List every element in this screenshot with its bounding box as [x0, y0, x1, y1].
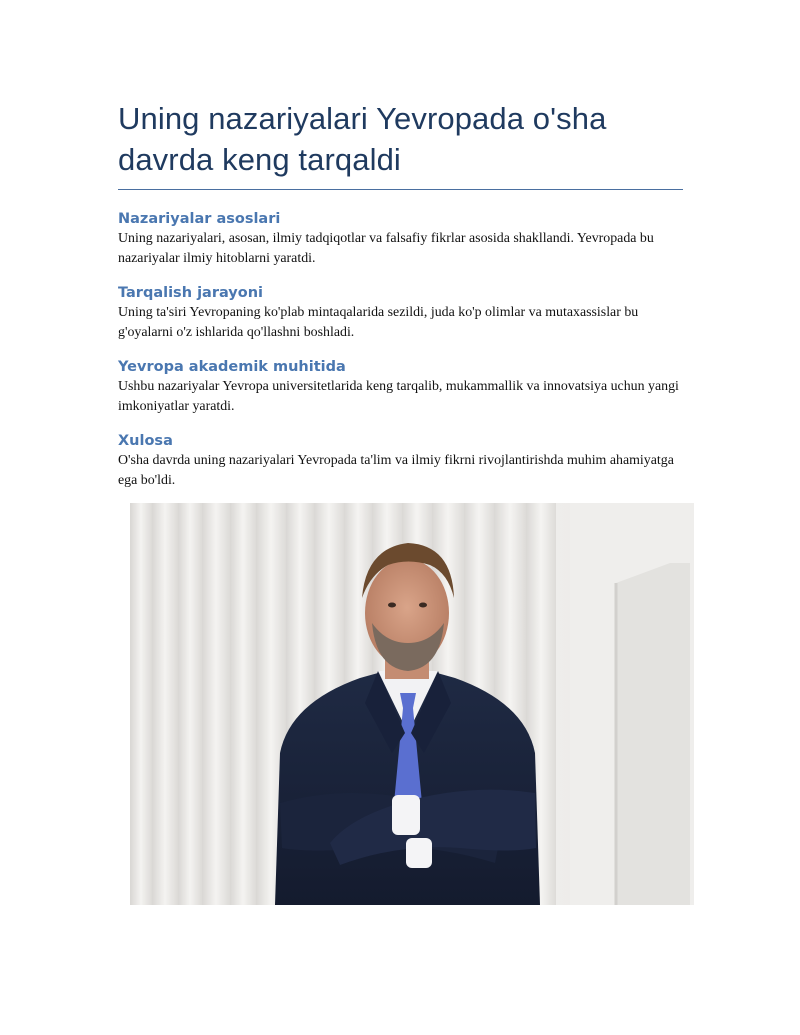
section-paragraph: O'sha davrda uning nazariyalari Yevropada ta'lim va ilmiy fikrni rivojlantirishda muhim ahamiyatga ega bo'ldi.	[118, 453, 674, 488]
section-yevropa-akademik-muhitida	[118, 358, 683, 417]
section-paragraph: Uning nazariyalari, asosan, ilmiy tadqiqotlar va falsafiy fikrlar asosida shakllandi. Yevropada bu nazariyalar ilmiy hitoblarni yaratdi.	[118, 231, 654, 266]
section-heading: Yevropa akademik muhitida	[118, 359, 346, 375]
portrait-photo	[130, 503, 694, 905]
section-heading: Xulosa	[118, 433, 173, 449]
section-paragraph: Uning ta'siri Yevropaning ko'plab mintaqalarida sezildi, juda ko'p olimlar va mutaxassislar bu g'oyalarni o'z ishlarida qo'llashni boshladi.	[118, 305, 639, 340]
section-heading: Nazariyalar asoslari	[118, 211, 281, 227]
title-divider	[118, 189, 683, 190]
section-tarqalish-jarayoni	[118, 284, 683, 343]
section-nazariyalar-asoslari	[118, 210, 683, 269]
document-page	[118, 0, 683, 491]
section-heading: Tarqalish jarayoni	[118, 285, 264, 301]
section-paragraph: Ushbu nazariyalar Yevropa universitetlarida keng tarqalib, mukammallik va innovatsiya uchun yangi imkoniyatlar yaratdi.	[118, 379, 679, 414]
page-title: Uning nazariyalari Yevropada o'sha davrda keng tarqaldi	[118, 101, 607, 177]
section-xulosa	[118, 432, 683, 491]
